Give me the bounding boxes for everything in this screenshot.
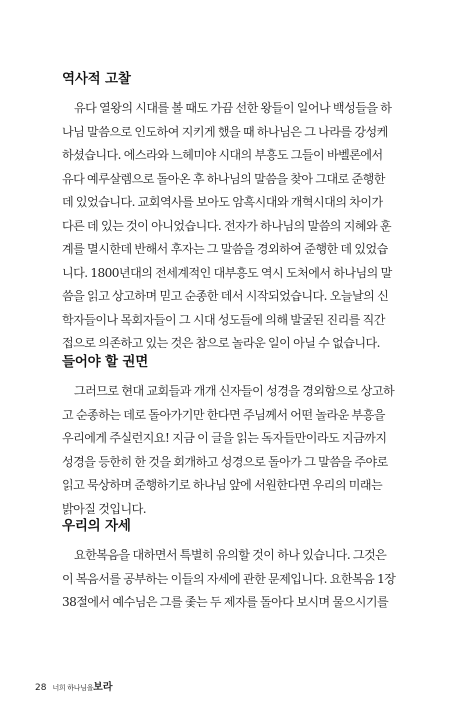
running-title-small: 너희 하나님을 bbox=[52, 684, 94, 692]
text-line: 계를 멸시한데 반해서 후자는 그 말씀을 경외하여 준행한 데 있었습 bbox=[62, 242, 388, 256]
text-line: 유다 예루살렘으로 돌아온 후 하나님의 말씀을 찾아 그대로 준행한 bbox=[62, 171, 385, 186]
text-line: 이 복음서를 공부하는 이들의 자세에 관한 문제입니다. 요한복음 1장 bbox=[62, 571, 396, 586]
text-line: 고 순종하는 데로 돌아가기만 한다면 주님께서 어떤 놀라운 부흥을 bbox=[62, 407, 385, 422]
text-line: 38절에서 예수님은 그를 좇는 두 제자를 돌아다 보시며 물으시기를 bbox=[62, 595, 389, 609]
text-line: 니다. 1800년대의 전세계적인 대부흥도 역시 도처에서 하나님의 말 bbox=[62, 265, 392, 280]
page-footer bbox=[35, 678, 112, 693]
section-heading: 우리의 자세 bbox=[62, 518, 131, 534]
text-line: 씀을 읽고 상고하며 믿고 순종한 데서 시작되었습니다. 오늘날의 신 bbox=[62, 289, 389, 303]
text-line: 요한복음을 대하면서 특별히 유의할 것이 하나 있습니다. 그것은 bbox=[74, 548, 387, 562]
text-line: 유다 열왕의 시대를 볼 때도 가끔 선한 왕들이 일어나 백성들을 하 bbox=[74, 101, 392, 115]
text-line: 학자들이나 목회자들이 그 시대 성도들에 의해 발굴된 진리를 직간 bbox=[62, 312, 385, 327]
text-line: 하셨습니다. 에스라와 느헤미야 시대의 부흥도 그들이 바벨론에서 bbox=[62, 148, 383, 162]
section-paragraph bbox=[62, 380, 398, 521]
text-line: 나님 말씀으로 인도하여 지키게 했을 때 하나님은 그 나라를 강성케 bbox=[62, 124, 388, 139]
text-line: 데 있었습니다. 교회역사를 보아도 암흑시대와 개혁시대의 차이가 bbox=[62, 195, 383, 209]
section-paragraph bbox=[62, 544, 398, 615]
text-line: 우리에게 주실런지요! 지금 이 글을 읽는 독자들만이라도 지금까지 bbox=[62, 431, 387, 445]
section-our-attitude bbox=[62, 514, 398, 615]
section-exhortation bbox=[62, 350, 398, 521]
page-number: 28 bbox=[35, 683, 47, 693]
text-line: 읽고 묵상하며 준행하기로 하나님 앞에 서원한다면 우리의 미래는 bbox=[62, 478, 383, 492]
section-historical-review bbox=[62, 67, 398, 356]
text-line: 성경을 등한히 한 것을 회개하고 성경으로 돌아가 그 말씀을 주야로 bbox=[62, 454, 388, 469]
running-title-big: 보라 bbox=[93, 682, 113, 693]
section-heading: 들어야 할 권면 bbox=[62, 354, 149, 370]
text-line: 그러므로 현대 교회들과 개개 신자들이 성경을 경외함으로 상고하 bbox=[74, 384, 395, 398]
text-line: 접으로 의존하고 있는 것은 참으로 놀라운 일이 아닐 수 없습니다. bbox=[62, 336, 380, 350]
text-line: 밝아질 것입니다. bbox=[62, 501, 147, 516]
text-line: 다른 데 있는 것이 아니었습니다. 전자가 하나님의 말씀의 지혜와 훈 bbox=[62, 218, 392, 233]
section-paragraph bbox=[62, 97, 398, 356]
section-heading: 역사적 고찰 bbox=[62, 71, 131, 87]
